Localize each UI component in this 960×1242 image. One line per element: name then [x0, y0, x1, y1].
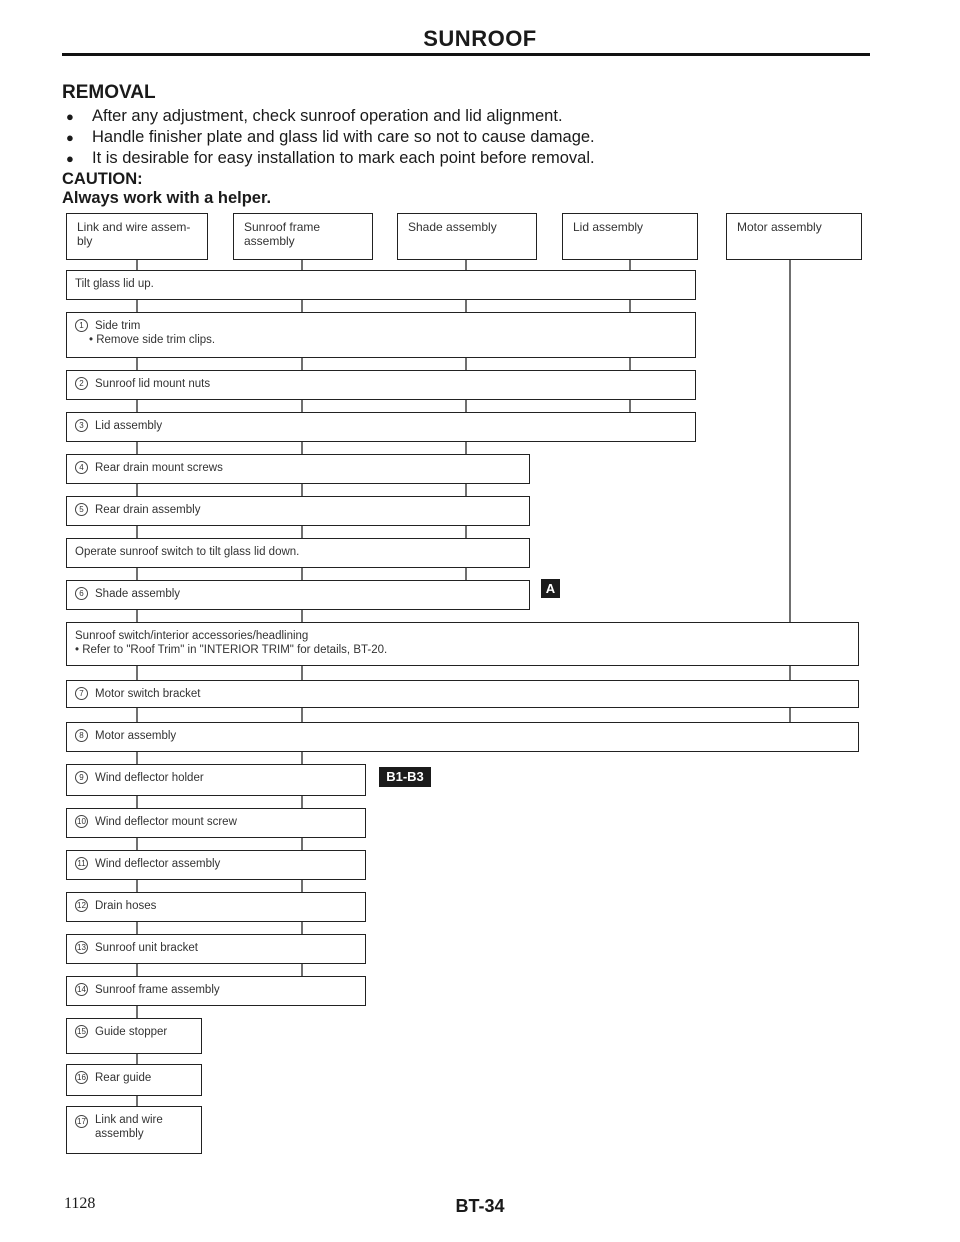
step-number: 16: [75, 1071, 88, 1084]
step-text: Guide stopper: [95, 1026, 168, 1038]
step-subtext: • Remove side trim clips.: [89, 334, 216, 346]
step-text: Rear guide: [95, 1072, 152, 1084]
step-number: 10: [75, 815, 88, 828]
step-number: 13: [75, 941, 88, 954]
page-title: SUNROOF: [423, 26, 537, 51]
step-box: [66, 496, 530, 526]
step-number: 14: [75, 983, 88, 996]
step-box: [66, 892, 366, 922]
section-heading: REMOVAL: [62, 82, 156, 103]
step-box: [66, 1064, 202, 1096]
step-number: 2: [75, 377, 88, 390]
step-box: [66, 538, 530, 568]
page-number: 1128: [64, 1195, 96, 1212]
step-box: [66, 412, 696, 442]
step-number: 3: [75, 419, 88, 432]
step-number: 1: [75, 319, 88, 332]
caution-text: Always work with a helper.: [62, 189, 272, 207]
step-box: [66, 808, 366, 838]
step-box: [66, 270, 696, 300]
step-text: Sunroof unit bracket: [95, 942, 198, 954]
bullet-item: ● Handle finisher plate and glass lid with care so not to cause damage.: [62, 127, 595, 148]
step-number: 8: [75, 729, 88, 742]
step-text: Drain hoses: [95, 900, 157, 912]
step-box: [66, 370, 696, 400]
step-text: Sunroof switch/interior accessories/headlining: [75, 630, 309, 642]
step-number: 15: [75, 1025, 88, 1038]
badge-a: A: [541, 579, 560, 598]
header-box-sunroof-frame: Sunroof frame assembly: [233, 213, 373, 260]
step-text: Wind deflector holder: [95, 772, 204, 784]
step-box: [66, 680, 859, 708]
step-box: [66, 580, 530, 610]
step-text: Sunroof frame assembly: [95, 984, 220, 996]
step-box: [66, 622, 859, 666]
step-text: Side trim: [95, 320, 141, 332]
step-number: 4: [75, 461, 88, 474]
step-box: [66, 454, 530, 484]
step-text: Lid assembly: [95, 420, 163, 432]
step-box: [66, 764, 366, 796]
page-code: BT-34: [455, 1196, 505, 1216]
header-box-link-wire: Link and wire assem- bly: [66, 213, 208, 260]
step-number: 11: [75, 857, 88, 870]
step-text: Link and wire assembly: [95, 1114, 163, 1140]
header-box-lid: Lid assembly: [562, 213, 698, 260]
header-box-motor: Motor assembly: [726, 213, 862, 260]
step-number: 7: [75, 687, 88, 700]
step-text: Wind deflector mount screw: [95, 816, 237, 828]
badge-b1-b3: B1-B3: [379, 767, 431, 787]
step-box: [66, 1018, 202, 1054]
step-box: [66, 976, 366, 1006]
step-box: [66, 312, 696, 358]
step-number: 5: [75, 503, 88, 516]
bullet-item: ● After any adjustment, check sunroof operation and lid alignment.: [62, 106, 595, 127]
step-text: Wind deflector assembly: [95, 858, 221, 870]
bullet-item: ● It is desirable for easy installation to mark each point before removal.: [62, 148, 595, 169]
caution-label: CAUTION:: [62, 170, 143, 188]
step-subtext: • Refer to "Roof Trim" in "INTERIOR TRIM" for details, BT-20.: [75, 644, 388, 656]
step-text: Shade assembly: [95, 588, 181, 600]
step-number: 17: [75, 1115, 88, 1128]
step-number: 9: [75, 771, 88, 784]
step-text: Rear drain mount screws: [95, 462, 223, 474]
step-box: [66, 722, 859, 752]
step-text: Tilt glass lid up.: [75, 278, 154, 290]
step-box: [66, 934, 366, 964]
step-text: Sunroof lid mount nuts: [95, 378, 211, 390]
step-text: Rear drain assembly: [95, 504, 201, 516]
step-number: 6: [75, 587, 88, 600]
step-number: 12: [75, 899, 88, 912]
step-text: Motor switch bracket: [95, 688, 201, 700]
step-box: [66, 1106, 202, 1154]
header-box-shade: Shade assembly: [397, 213, 537, 260]
step-text: Motor assembly: [95, 730, 177, 742]
step-box: [66, 850, 366, 880]
step-text: Operate sunroof switch to tilt glass lid down.: [75, 546, 300, 558]
